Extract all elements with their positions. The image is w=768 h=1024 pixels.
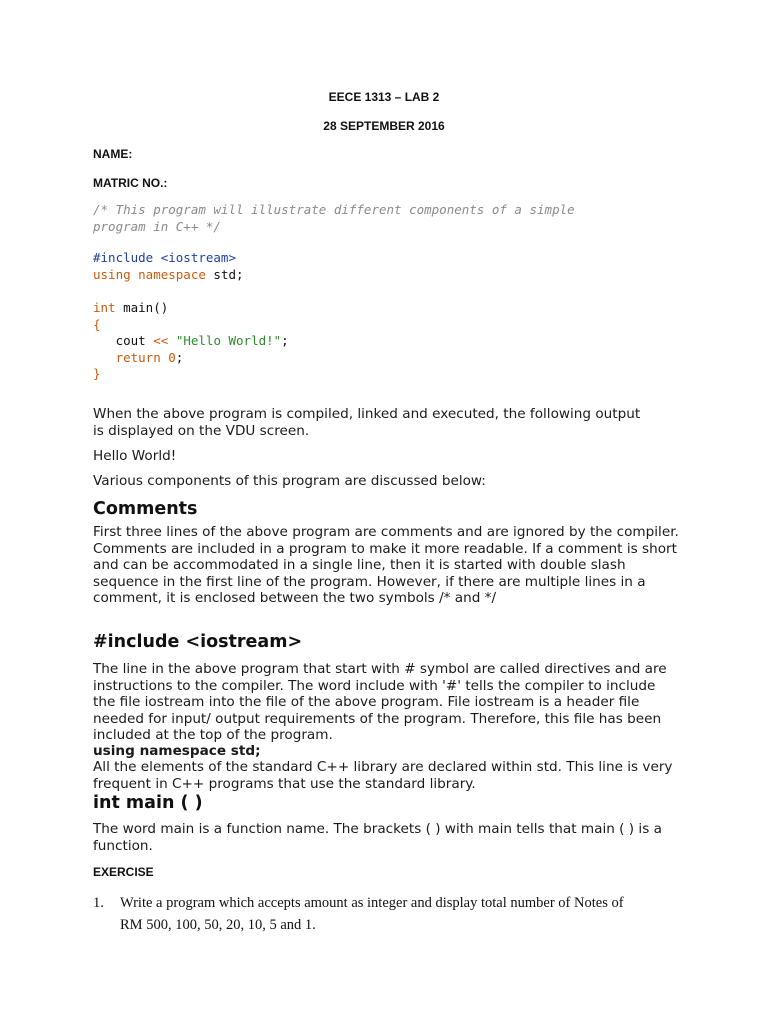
int-main-heading: int main ( ) [93,793,203,813]
components-intro: Various components of this program are discussed below: [93,473,486,489]
include-paragraph: The line in the above program that start with # symbol are called directives and are instructions to the compiler. The word include with '#' tells the compiler to include the file iostream into the file of the above program. File iostream is a header file needed for input/ output requirements of the program. Therefore, this file has been included at the top of the program. [93,661,667,743]
code-cout: cout [93,333,154,348]
name-label: NAME: [93,147,133,161]
code-return-indent [93,350,116,365]
exercise-heading: EXERCISE [93,865,154,879]
code-return-value: 0 [168,349,176,365]
exercise-item-number: 1. [93,895,104,911]
matric-label: MATRIC NO.: [93,176,168,190]
code-using-std: std; [205,266,244,282]
comments-heading: Comments [93,499,198,519]
code-comment-line-1: /* This program will illustrate different components of a simple [93,202,575,217]
code-include-line: #include <iostream> [93,250,236,265]
int-main-paragraph: The word main is a function name. The brackets ( ) with main tells that main ( ) is a function. [93,821,662,854]
exercise-item [93,892,693,936]
intro-paragraph: When the above program is compiled, linked and executed, the following output is displayed on the VDU screen. [93,406,641,439]
code-return-semicolon: ; [175,349,184,365]
code-open-brace: { [93,316,101,332]
include-heading: #include <iostream> [93,632,303,652]
code-main-signature: main() [115,300,169,315]
code-hello-string: "Hello World!" [175,333,282,348]
code-cout-space [168,333,176,348]
lab-date: 28 SEPTEMBER 2016 [323,119,445,133]
comments-paragraph: First three lines of the above program are comments and are ignored by the compiler. Comments are included in a program to make it more readable. If a comment is short and can be accommodated in a single line, then it is started with double slash sequence in the first line of the program. However, if there are multiple lines in a comment, it is enclosed between the two symbols /* and */ [93,524,679,606]
code-comment-line-2: program in C++ */ [93,218,221,234]
exercise-item-line-1: Write a program which accepts amount as integer and display total number of Notes of [120,895,624,911]
code-directives [93,250,244,283]
code-using-keyword: using namespace [93,266,206,282]
program-output: Hello World! [93,448,177,464]
code-comment-block [93,202,575,235]
code-cout-semicolon: ; [281,333,289,348]
code-main-function [93,300,289,383]
code-close-brace: } [93,366,101,381]
code-int-keyword: int [93,300,116,315]
exercise-item-line-2: RM 500, 100, 50, 20, 10, 5 and 1. [120,917,316,933]
using-namespace-paragraph: All the elements of the standard C++ library are declared within std. This line is very frequent in C++ programs that use the standard library. [93,759,673,792]
course-title: EECE 1313 – LAB 2 [328,90,440,104]
code-cout-operator: << [153,333,169,348]
using-namespace-heading: using namespace std; [93,743,261,759]
code-return-keyword: return [115,349,161,365]
